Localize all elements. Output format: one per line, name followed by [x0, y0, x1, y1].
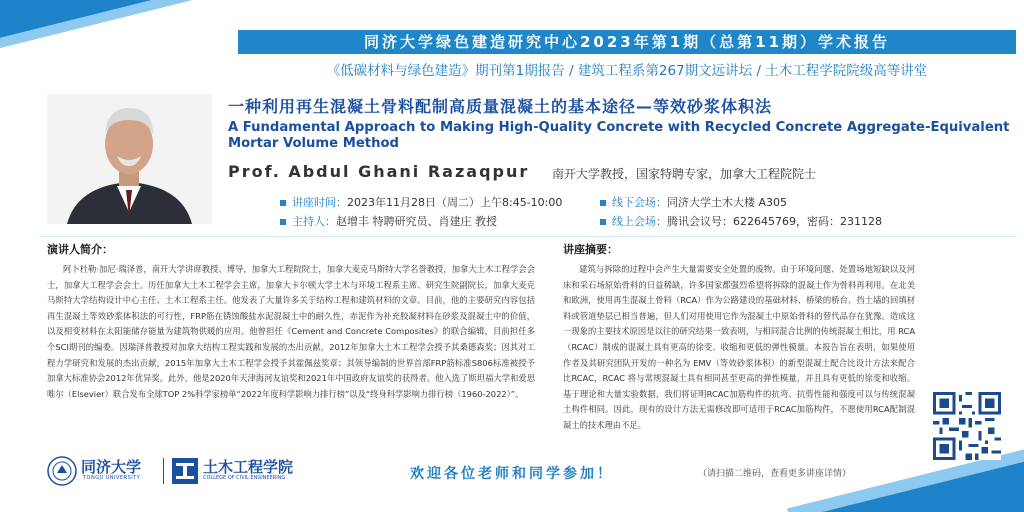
abstract-text: 建筑与拆除的过程中会产生大量需要安全处置的废物。由于环境问题、处置场地短缺以及河床和采石场原始骨料的日益稀缺，许多国家都强烈希望将拆除的混凝土作为骨料再利用。在北美和欧洲，使用再生混凝土骨料（RCA）作为公路建设的基础材料、桥梁的桥台、挡土墙的回填材料或管道垫层已相当普遍，但人们对用使用它作为混凝土中原始骨料的替代品存在犹豫。造成这一现象的主要技术原因是以往的研究结果一致表明，与相同混合比例的传统混凝土相比，用 RCA（RCAC）制成的混凝土具有更高的徐变、收缩和更低的弹性模量。本报告旨在表明，如果使用作者及其研究团队开发的一种名为 EMV（等效砂浆体积）的新型混凝土配合比设计方法来配合比RCAC，RCAC 将与常规混凝土具有相同甚至更高的弹性模量，并且具有更低的徐变和收缩。基于理论和大量实验数据，我们将证明RCAC加筋构件的抗弯、抗剪性能和强度可以与传统混凝土构件相同。因此，现有的设计方法无需修改即可适用于RCAC加筋构件，不愿使用RCA配制混凝土的技术理由不足。	[563, 264, 915, 430]
civil-logo-en: COLLEGE OF CIVIL ENGINEERING	[203, 475, 286, 481]
info-offline-label: 线下会场：	[612, 196, 667, 209]
header-banner: 同济大学绿色建造研究中心2023年第1期（总第11期）学术报告	[238, 30, 1016, 54]
info-online	[600, 213, 882, 229]
info-time	[280, 194, 562, 210]
info-offline	[600, 194, 787, 210]
bio-heading: 演讲人简介：	[47, 243, 113, 256]
info-time-label: 讲座时间：	[292, 196, 347, 209]
section-divider	[40, 236, 1016, 237]
civil-engineering-emblem-icon	[171, 457, 199, 485]
welcome-text: 欢迎各位老师和同学参加！	[410, 466, 614, 482]
bio-text: 阿卜杜勒·加尼·瑞泽普，南开大学讲席教授、博导，加拿大工程院院士，加拿大麦克马斯特大学名誉教授，加拿大土木工程学会会士，加拿大工程学会会士。历任加拿大土木工程学会主席，加拿大卡尔顿大学土木与环境工程系主席、研究生院副院长，加拿大麦克马斯特大学结构设计中心主任、土木工程系主任。他发表了大量许多关于结构工程和建筑材料的文章。目前，他的主要研究内容包括再生混凝土等效砂浆体积法的可行性，FRP筋在锈蚀酸盐水泥混凝土中的耐久性，赤泥作为补充胶凝材料在砂浆及混凝土中的价值，以及相变材料在太阳能储存能量为建筑物供暖的应用。他曾担任《Cement and Concrete Composites》的联合编辑，目前担任多个SCI期刊的编委。因瑞泽普教授对加拿大结构工程实践和发展的杰出贡献，2012年加拿大土木工程学会授予其桑德森奖；因其对工程力学研究和发展的杰出贡献，2015年加拿大土木工程学会授予其霍佩兹奖章；其领导编制的世界首部FRP筋标准S806标准被授予加拿大标准协会2012年优异奖。此外，他是2020年天津海河友谊奖和2021年中国政府友谊奖的获得者。他入选了斯坦福大学和爱思唯尔（Elsevier）联合发布全球TOP 2%科学家榜单“2022年度科学影响力排行榜”以及“终身科学影响力排行榜（1960-2022）”。	[47, 264, 535, 399]
tongji-seal-icon	[47, 456, 77, 486]
bullet-icon	[600, 200, 606, 206]
tongji-logo-text: 同济大学	[81, 458, 142, 476]
footer-logos	[47, 456, 297, 488]
info-host-label: 主持人：	[292, 215, 336, 228]
talk-title-cn: 一种利用再生混凝土骨料配制高质量混凝土的基本途径—等效砂浆体积法	[228, 97, 773, 116]
speaker-portrait-icon	[47, 94, 212, 224]
speaker-photo	[47, 94, 212, 224]
logo-separator	[163, 458, 164, 484]
info-online-label: 线上会场：	[612, 215, 667, 228]
talk-info	[280, 194, 940, 234]
info-time-value: 2023年11月28日（周二）上午8:45-10:00	[347, 196, 563, 209]
header-subtitle: 《低碳材料与绿色建造》期刊第1期报告 / 建筑工程系第267期文远讲坛 / 土木工程学院院级高等讲堂	[326, 63, 928, 79]
speaker-affiliation: 南开大学教授，国家特聘专家，加拿大工程院院士	[552, 167, 817, 181]
abstract-heading: 讲座摘要：	[563, 243, 618, 256]
tongji-logo-en: TONGJI UNIVERSITY	[83, 475, 141, 481]
abstract-text-block	[563, 262, 915, 434]
civil-logo-text: 土木工程学院	[203, 458, 294, 476]
bullet-icon	[600, 219, 606, 225]
talk-title-en: A Fundamental Approach to Making High-Quality Concrete with Recycled Concrete Aggregate-Equivalent Mortar Volume Method	[228, 120, 1010, 151]
info-host-value: 赵增丰 特聘研究员、肖建庄 教授	[336, 215, 497, 228]
qr-note: （请扫描二维码，查看更多讲座详情）	[698, 469, 852, 479]
qr-code-icon[interactable]	[933, 392, 1001, 460]
speaker-name: Prof. Abdul Ghani Razaqpur	[228, 162, 530, 181]
info-online-value: 腾讯会议号：622645769，密码：231128	[667, 215, 882, 228]
bio-text-block	[47, 262, 535, 402]
bullet-icon	[280, 219, 286, 225]
info-offline-value: 同济大学土木大楼 A305	[667, 196, 788, 209]
info-host	[280, 213, 497, 229]
bullet-icon	[280, 200, 286, 206]
